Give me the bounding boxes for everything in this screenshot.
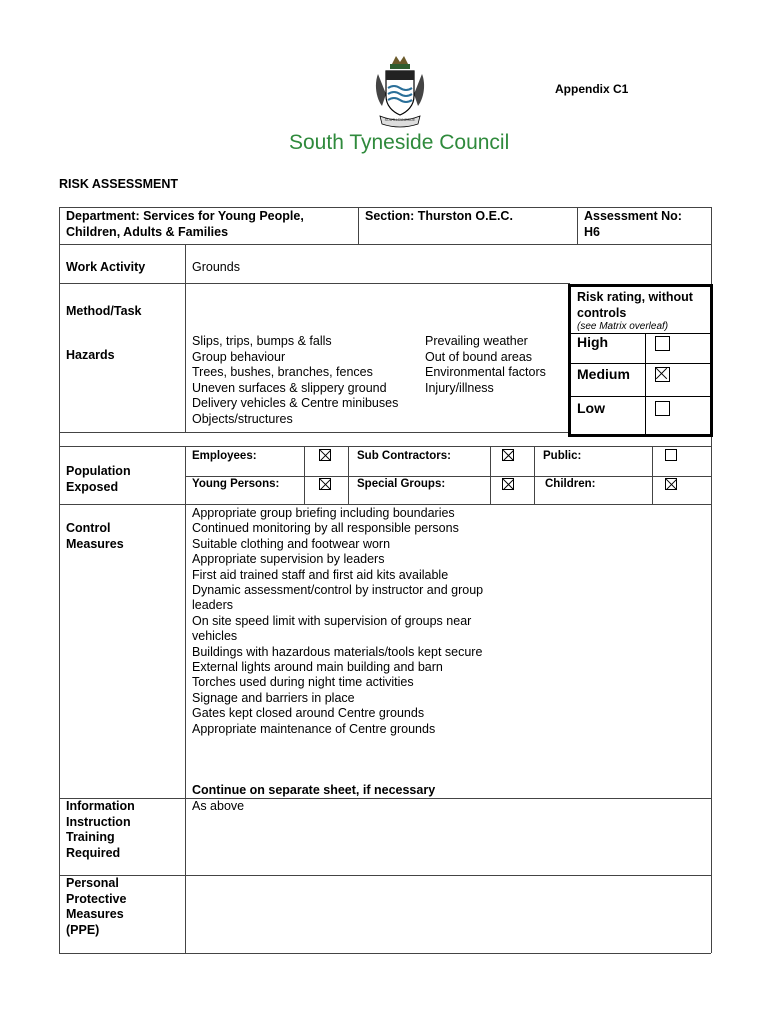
risk-rating-note: (see Matrix overleaf) <box>577 321 669 332</box>
council-name: South Tyneside Council <box>289 131 510 154</box>
risk-rating-box <box>568 284 713 437</box>
control-measure-item: Appropriate group briefing including boundaries <box>192 506 455 520</box>
population-young-persons-label: Young Persons: <box>192 478 280 490</box>
hazards-list-col2 <box>425 334 546 396</box>
control-measure-item: Suitable clothing and footwear worn <box>192 536 391 551</box>
risk-rating-title: Risk rating, without controls <box>577 290 693 320</box>
hazard-item: Slips, trips, bumps & falls <box>192 334 332 348</box>
work-activity-label: Work Activity <box>66 260 146 274</box>
section-cell: Section: Thurston O.E.C. <box>365 209 513 223</box>
control-measure-item: Gates kept closed around Centre grounds <box>192 706 425 721</box>
ppe-label: Personal Protective Measures (PPE) <box>66 876 127 937</box>
hazard-item: Environmental factors <box>425 365 546 379</box>
hazards-list-col1 <box>192 334 398 427</box>
information-label: Information Instruction Training Required <box>66 799 135 860</box>
subcontractors-checkbox[interactable] <box>502 449 514 461</box>
control-measure-item: Dynamic assessment/control by instructor and group <box>192 583 484 598</box>
control-measure-item: Continued monitoring by all responsible persons <box>192 521 459 536</box>
control-measure-item: On site speed limit with supervision of groups near <box>192 613 472 628</box>
assessment-no-label: Assessment No: <box>584 209 682 223</box>
department-cell: Department: Services for Young People, Children, Adults & Families <box>66 209 304 239</box>
continue-note: Continue on separate sheet, if necessary <box>192 783 436 797</box>
hazard-item: Trees, bushes, branches, fences <box>192 365 373 379</box>
employees-checkbox[interactable] <box>319 449 331 461</box>
children-checkbox[interactable] <box>665 478 677 490</box>
public-checkbox[interactable] <box>665 449 677 461</box>
information-value: As above <box>192 799 245 813</box>
risk-high-checkbox[interactable] <box>655 336 670 351</box>
method-task-label: Method/Task <box>66 304 142 318</box>
control-measure-item: leaders <box>192 598 233 613</box>
control-measure-item: Torches used during night time activities <box>192 675 414 690</box>
control-measure-item: Signage and barriers in place <box>192 690 355 705</box>
risk-level-medium: Medium <box>577 366 630 382</box>
control-measures-list <box>192 506 483 737</box>
hazard-item: Delivery vehicles & Centre minibuses <box>192 396 399 410</box>
control-measure-item: Buildings with hazardous materials/tools kept secure <box>192 644 483 659</box>
control-measure-item: Appropriate maintenance of Centre grounds <box>192 721 436 736</box>
control-measure-item: Appropriate supervision by leaders <box>192 552 385 567</box>
population-special-groups-label: Special Groups: <box>357 478 446 490</box>
hazard-item: Out of bound areas <box>425 349 533 364</box>
hazard-item: Uneven surfaces & slippery ground <box>192 380 387 395</box>
control-measures-label: Control Measures <box>66 521 124 551</box>
risk-low-checkbox[interactable] <box>655 401 670 416</box>
special-groups-checkbox[interactable] <box>502 478 514 490</box>
control-measure-item: First aid trained staff and first aid kits available <box>192 567 449 582</box>
population-subcontractors-label: Sub Contractors: <box>357 450 451 462</box>
population-children-label: Children: <box>545 478 596 490</box>
control-measure-item: External lights around main building and barn <box>192 660 443 675</box>
hazard-item: Injury/illness <box>425 380 494 395</box>
control-measure-item: vehicles <box>192 629 238 644</box>
crest-motto: SOUTH TYNESIDE <box>384 118 416 122</box>
hazards-label: Hazards <box>66 348 115 362</box>
document-title: RISK ASSESSMENT <box>59 177 179 191</box>
assessment-no-value: H6 <box>584 225 600 239</box>
risk-medium-checkbox[interactable] <box>655 367 670 382</box>
risk-level-low: Low <box>577 400 605 416</box>
appendix-label: Appendix C1 <box>555 82 629 96</box>
population-label: Population Exposed <box>66 464 131 494</box>
risk-level-high: High <box>577 334 609 350</box>
work-activity-value: Grounds <box>192 260 240 274</box>
hazard-item: Group behaviour <box>192 349 286 364</box>
young-persons-checkbox[interactable] <box>319 478 331 490</box>
hazard-item: Prevailing weather <box>425 334 528 348</box>
population-employees-label: Employees: <box>192 450 257 462</box>
population-public-label: Public: <box>543 450 582 462</box>
hazard-item: Objects/structures <box>192 411 293 426</box>
